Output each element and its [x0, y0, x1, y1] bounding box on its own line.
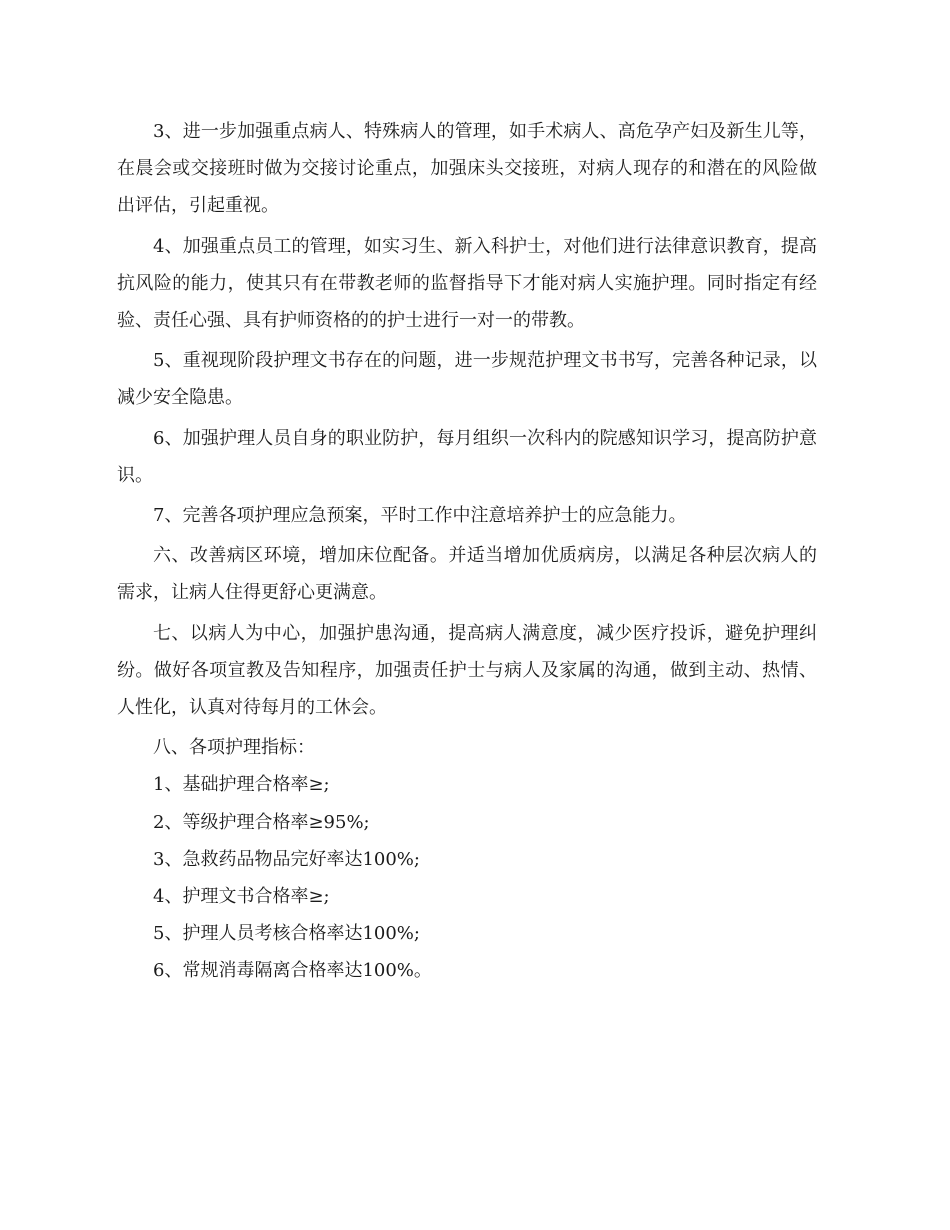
- indicator-item: 4、护理文书合格率≥;: [153, 886, 330, 908]
- paragraph-item-7: 7、完善各项护理应急预案，平时工作中注意培养护士的应急能力。: [153, 505, 687, 527]
- paragraph-item-5: 5、重视现阶段护理文书存在的问题，进一步规范护理文书书写，完善各种记录，以减少安全隐患。: [117, 350, 817, 409]
- paragraph-section-7: 七、以病人为中心，加强护患沟通，提高病人满意度，减少医疗投诉，避免护理纠纷。做好各项宣教及告知程序，加强责任护士与病人及家属的沟通，做到主动、热情、人性化，认真对待每月的工休会。: [117, 622, 817, 719]
- document-body: [117, 113, 817, 990]
- indicator-item: 6、常规消毒隔离合格率达100%。: [153, 960, 432, 982]
- indicators-heading: 八、各项护理指标：: [153, 737, 315, 759]
- indicator-item: 3、急救药品物品完好率达100%;: [153, 848, 420, 870]
- indicator-item: 2、等级护理合格率≥95%;: [153, 811, 370, 833]
- indicator-item: 5、护理人员考核合格率达100%;: [153, 923, 420, 945]
- paragraph-item-3: 3、进一步加强重点病人、特殊病人的管理，如手术病人、高危孕产妇及新生儿等，在晨会或交接班时做为交接讨论重点，加强床头交接班，对病人现存的和潜在的风险做出评估，引起重视。: [117, 121, 817, 217]
- paragraph-item-4: 4、加强重点员工的管理，如实习生、新入科护士，对他们进行法律意识教育，提高抗风险的能力，使其只有在带教老师的监督指导下才能对病人实施护理。同时指定有经验、责任心强、具有护师资格的的护士进行一对一的带教。: [117, 235, 817, 332]
- indicator-item: 1、基础护理合格率≥;: [153, 774, 330, 796]
- paragraph-section-6: 六、改善病区环境，增加床位配备。并适当增加优质病房，以满足各种层次病人的需求，让病人住得更舒心更满意。: [117, 545, 817, 604]
- paragraph-item-6: 6、加强护理人员自身的职业防护，每月组织一次科内的院感知识学习，提高防护意识。: [117, 427, 817, 486]
